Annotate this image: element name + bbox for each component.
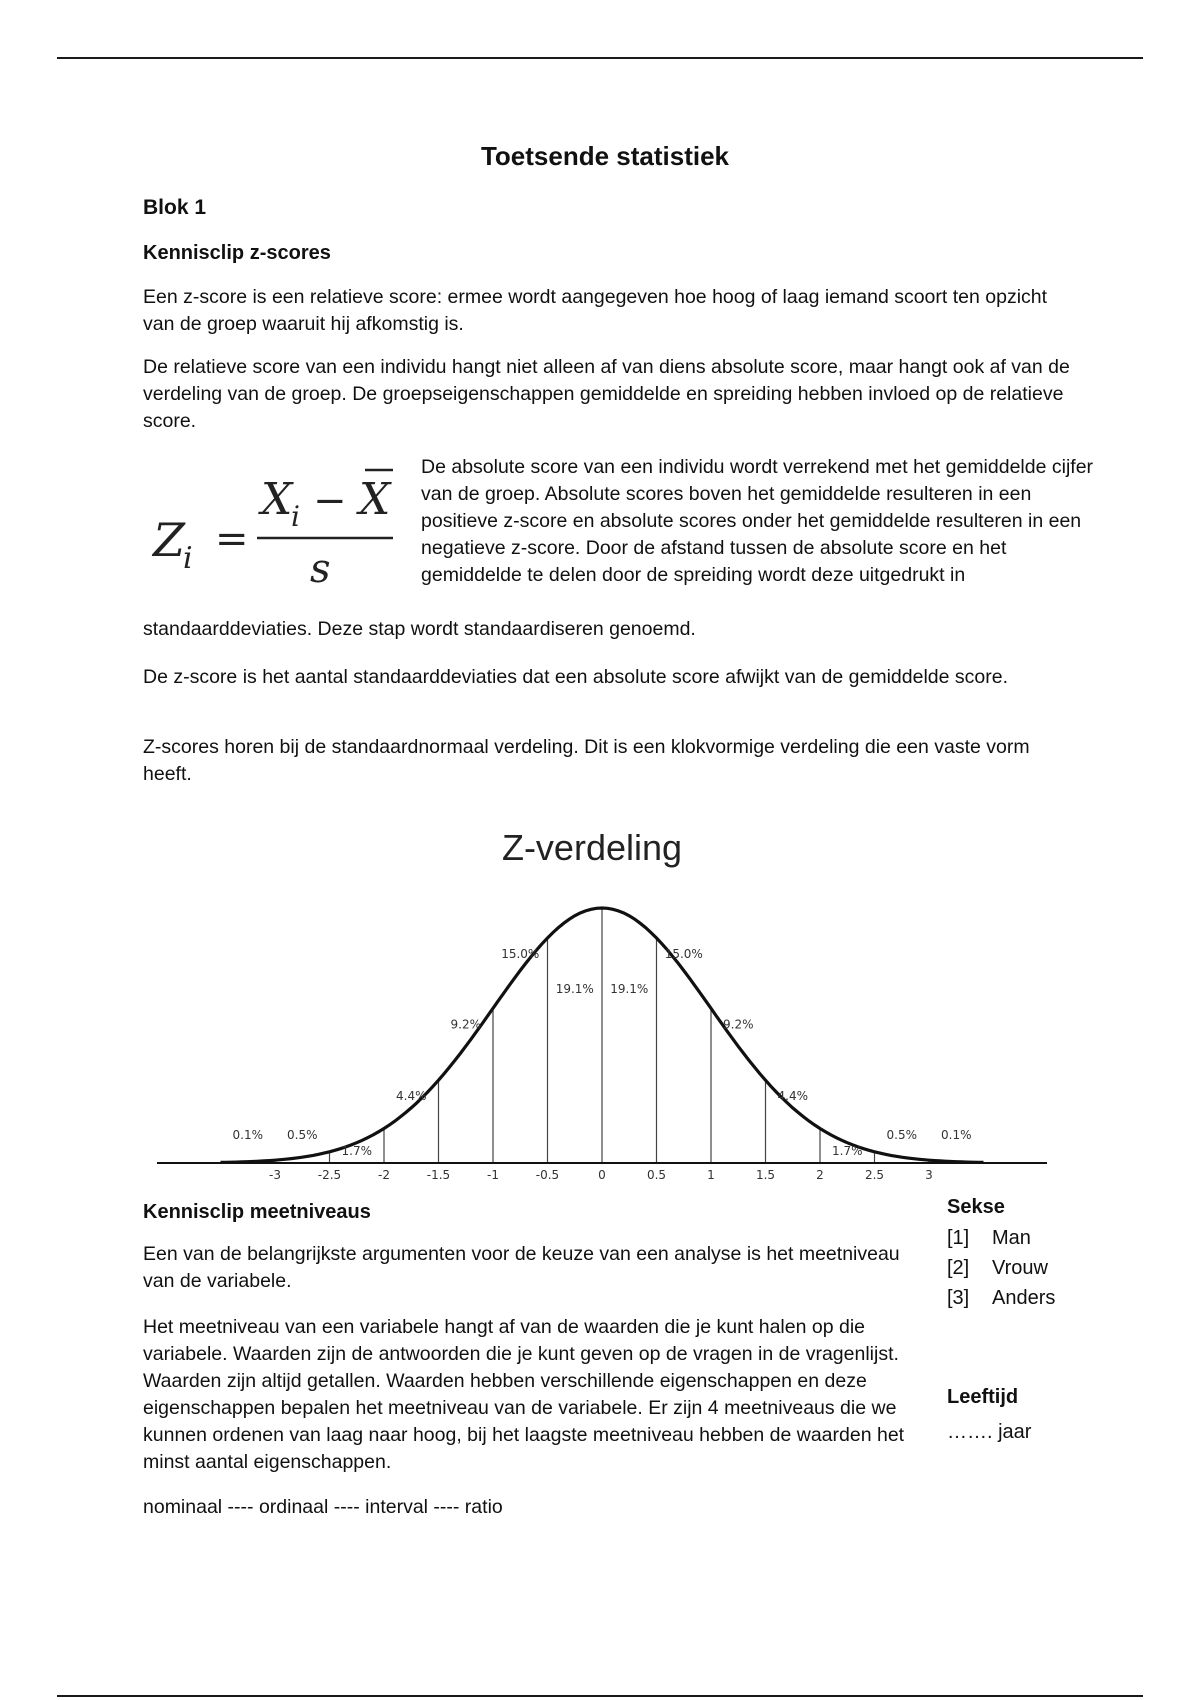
sekse-option xyxy=(947,1283,1072,1313)
tick-label: -1 xyxy=(487,1168,499,1182)
segment-percent-label: 0.1% xyxy=(941,1128,972,1142)
tick-label: 3 xyxy=(925,1168,933,1182)
paragraph-analysis-choice: Een van de belangrijkste argumenten voor de keuze van een analyse is het meetniveau van de variabele. xyxy=(143,1243,900,1292)
tick-label: -1.5 xyxy=(426,1168,451,1182)
formula-equals: = xyxy=(215,516,249,562)
sekse-label: Sekse xyxy=(947,1196,1005,1218)
segment-percent-label: 19.1% xyxy=(610,982,649,996)
paragraph-z-score-definition: Een z-score is een relatieve score: ermee wordt aangegeven hoe hoog of laag iemand scoort ten opzicht van de groep waaruit hij afkomstig is. xyxy=(143,286,1048,335)
chart-title: Z-verdeling xyxy=(501,827,683,868)
leeftijd-label: Leeftijd xyxy=(947,1386,1019,1408)
segment-percent-label: 0.5% xyxy=(886,1128,917,1142)
paragraph-meetniveau: Het meetniveau van een variabele hangt af van de waarden die je kunt halen op die variabele. Waarden zijn de antwoorden die je kunt geven op de vragen in de vragenlijst. Waarden zijn altijd getallen. Waarden hebben verschillende eigenschappen en deze eigenschappen bepalen het meetniveau van de variabele. Er zijn 4 meetniveaus die we kunnen ordenen van laag naar hoog, bij het laagste meetniveau hebben de waarden het minst aantal eigenschappen. xyxy=(143,1316,905,1473)
tick-label: -2 xyxy=(378,1168,390,1182)
paragraph-standardize-tail: standaarddeviaties. Deze stap wordt standaardiseren genoemd. xyxy=(143,618,696,640)
tick-label: 2.5 xyxy=(864,1168,885,1182)
segment-percent-label: 19.1% xyxy=(555,982,594,996)
section-heading-z-scores: Kennisclip z-scores xyxy=(143,242,331,264)
segment-percent-label: 0.5% xyxy=(287,1128,318,1142)
sekse-option-label: Man xyxy=(992,1227,1031,1249)
sekse-option xyxy=(947,1223,1072,1253)
segment-percent-label: 4.4% xyxy=(777,1089,808,1104)
tick-label: 0 xyxy=(598,1168,606,1182)
segment-percent-label: 15.0% xyxy=(664,946,703,961)
tick-label: 1 xyxy=(707,1168,715,1182)
block-heading: Blok 1 xyxy=(143,196,207,219)
paragraph-standard-normal: Z-scores horen bij de standaardnormaal verdeling. Dit is een klokvormige verdeling die een vaste vorm heeft. xyxy=(143,736,1030,785)
paragraph-z-score-deviations: De z-score is het aantal standaarddeviaties dat een absolute score afwijkt van de gemiddelde score. xyxy=(143,666,1008,688)
sekse-option-code: [1] xyxy=(947,1227,970,1249)
survey-sidebar xyxy=(947,1196,1072,1443)
z-score-formula xyxy=(143,458,413,598)
formula-num-sub: i xyxy=(291,500,300,533)
sekse-option-label: Anders xyxy=(992,1287,1056,1309)
segment-percent-label: 1.7% xyxy=(341,1144,372,1158)
segment-percent-label: 4.4% xyxy=(396,1089,427,1104)
formula-denominator: s xyxy=(310,546,331,592)
leeftijd-value: ……. jaar xyxy=(947,1421,1032,1443)
segment-percent-label: 9.2% xyxy=(723,1017,754,1032)
sekse-option-label: Vrouw xyxy=(992,1257,1048,1279)
formula-lhs-sub: i xyxy=(183,541,193,576)
segment-percent-label: 0.1% xyxy=(232,1128,263,1142)
section-heading-meetniveaus: Kennisclip meetniveaus xyxy=(143,1201,371,1223)
paragraph-levels: nominaal ---- ordinaal ---- interval ---- ratio xyxy=(143,1496,503,1518)
segment-percent-label: 9.2% xyxy=(450,1017,481,1032)
bottom-rule xyxy=(57,1695,1143,1697)
sekse-option xyxy=(947,1253,1072,1283)
z-distribution-svg xyxy=(152,820,1052,1190)
sekse-option-code: [3] xyxy=(947,1287,970,1309)
tick-label: 0.5 xyxy=(646,1168,667,1182)
formula-minus: − xyxy=(313,478,347,524)
tick-label: 1.5 xyxy=(755,1168,776,1182)
page-title: Toetsende statistiek xyxy=(480,141,730,171)
segment-percent-label: 1.7% xyxy=(832,1144,863,1158)
sekse-option-code: [2] xyxy=(947,1257,970,1279)
paragraph-relative-score: De relatieve score van een individu hangt niet alleen af van diens absolute score, maar hangt ook af van de verdeling van de groep. De groepseigenschappen gemiddelde en spreiding hebben invloed op de relatieve score. xyxy=(143,356,1070,432)
tick-label: -2.5 xyxy=(317,1168,342,1182)
leeftijd-block xyxy=(947,1386,1031,1444)
top-rule xyxy=(57,57,1143,59)
z-distribution-chart xyxy=(152,820,1052,1190)
formula-num-xbar: X xyxy=(359,474,391,525)
segment-percent-label: 15.0% xyxy=(501,946,540,961)
tick-label: 2 xyxy=(816,1168,824,1182)
sekse-options xyxy=(947,1223,1072,1313)
tick-label: -0.5 xyxy=(535,1168,560,1182)
formula-num-x: X xyxy=(261,474,293,525)
tick-label: -3 xyxy=(269,1168,281,1182)
formula-lhs: Z xyxy=(153,513,185,567)
paragraph-standardize: De absolute score van een individu wordt verrekend met het gemiddelde cijfer van de groep. Absolute scores boven het gemiddelde resulteren in een positieve z-score en absolute scores onder het gemiddelde resulteren in een negatieve z-score. Door de afstand tussen de absolute score en het gemiddelde te delen door de spreiding wordt deze uitgedrukt in xyxy=(421,456,1094,586)
